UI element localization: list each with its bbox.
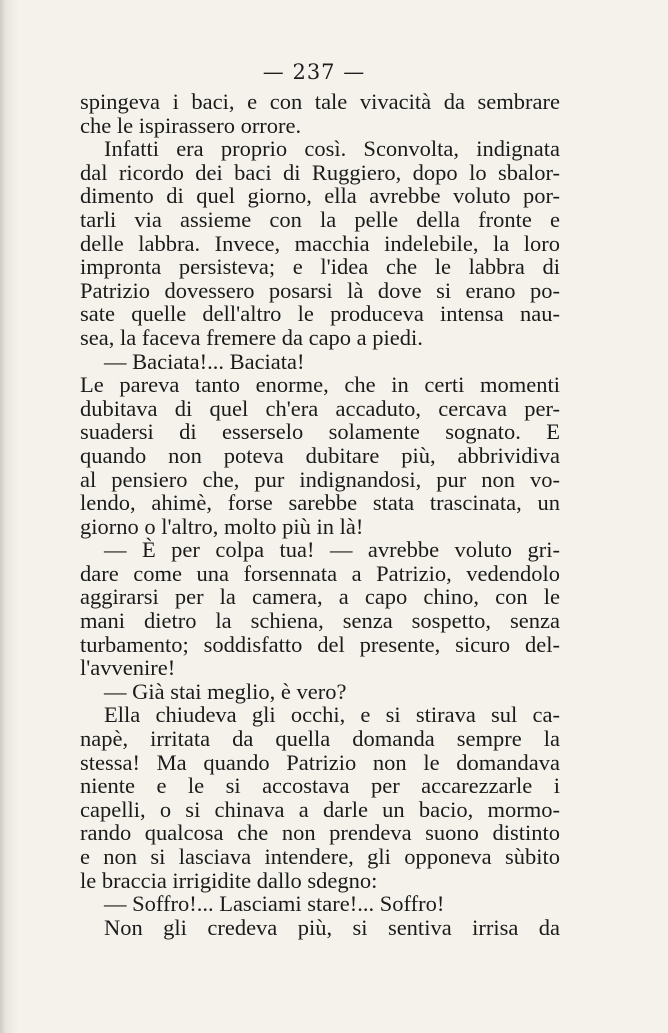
text-line: capelli, o si chinava a darle un bacio, mormo- bbox=[80, 796, 560, 822]
text-line: dare come una forsennata a Patrizio, vedendolo bbox=[80, 560, 560, 586]
text-line: — È per colpa tua! — avrebbe voluto gri- bbox=[104, 537, 560, 563]
text-line: Le pareva tanto enorme, che in certi momenti bbox=[80, 372, 560, 398]
text-line: suadersi di esserselo solamente sognato. E bbox=[80, 419, 560, 445]
text-line: quando non poteva dubitare più, abbrividiva bbox=[80, 442, 560, 468]
text-line: l'avvenire! bbox=[80, 655, 176, 681]
page-number: — 237 — bbox=[262, 60, 366, 84]
text-line: — Baciata!... Baciata! bbox=[104, 348, 305, 374]
text-line: impronta persisteva; e l'idea che le labbra di bbox=[80, 254, 560, 280]
text-line: che le ispirassero orrore. bbox=[80, 112, 302, 138]
text-line: niente e le si accostava per accarezzarle i bbox=[80, 773, 560, 799]
text-line: Ella chiudeva gli occhi, e si stirava sul ca- bbox=[104, 702, 560, 728]
text-line: Infatti era proprio così. Sconvolta, indignata bbox=[104, 136, 560, 162]
text-line: — Soffro!... Lasciami stare!... Soffro! bbox=[104, 891, 445, 917]
text-line: tarli via assieme con la pelle della fronte e bbox=[80, 206, 560, 232]
text-line: sate quelle dell'altro le produceva intensa nau- bbox=[80, 301, 560, 327]
text-line: stessa! Ma quando Patrizio non le domandava bbox=[80, 749, 560, 775]
body-text bbox=[80, 90, 560, 939]
text-line: — Già stai meglio, è vero? bbox=[104, 678, 347, 704]
text-line: dubitava di quel ch'era accaduto, cercava per- bbox=[80, 395, 560, 421]
text-line: napè, irritata da quella domanda sempre la bbox=[80, 726, 560, 752]
text-line: lendo, ahimè, forse sarebbe stata trascinata, un bbox=[80, 490, 560, 516]
text-line: rando qualcosa che non prendeva suono distinto bbox=[80, 820, 560, 846]
text-line: Patrizio dovessero posarsi là dove si erano po- bbox=[80, 277, 560, 303]
text-line: dal ricordo dei baci di Ruggiero, dopo lo sbalor- bbox=[80, 159, 560, 185]
text-line: dimento di quel giorno, ella avrebbe voluto por- bbox=[80, 183, 560, 209]
text-line: turbamento; soddisfatto del presente, sicuro del- bbox=[80, 631, 560, 657]
text-line: sea, la faceva fremere da capo a piedi. bbox=[80, 324, 423, 350]
text-line: Non gli credeva più, si sentiva irrisa da bbox=[104, 914, 560, 940]
text-line: mani dietro la schiena, senza sospetto, senza bbox=[80, 608, 560, 634]
text-line: aggirarsi per la camera, a capo chino, con le bbox=[80, 584, 560, 610]
text-line: le braccia irrigidite dallo sdegno: bbox=[80, 867, 378, 893]
text-line: giorno o l'altro, molto più in là! bbox=[80, 513, 364, 539]
text-line: spingeva i baci, e con tale vivacità da sembrare bbox=[80, 89, 560, 114]
text-line: al pensiero che, pur indignandosi, pur non vo- bbox=[80, 466, 560, 492]
text-line: delle labbra. Invece, macchia indelebile, la loro bbox=[80, 230, 560, 256]
text-line: e non si lasciava intendere, gli opponeva sùbito bbox=[80, 844, 560, 869]
